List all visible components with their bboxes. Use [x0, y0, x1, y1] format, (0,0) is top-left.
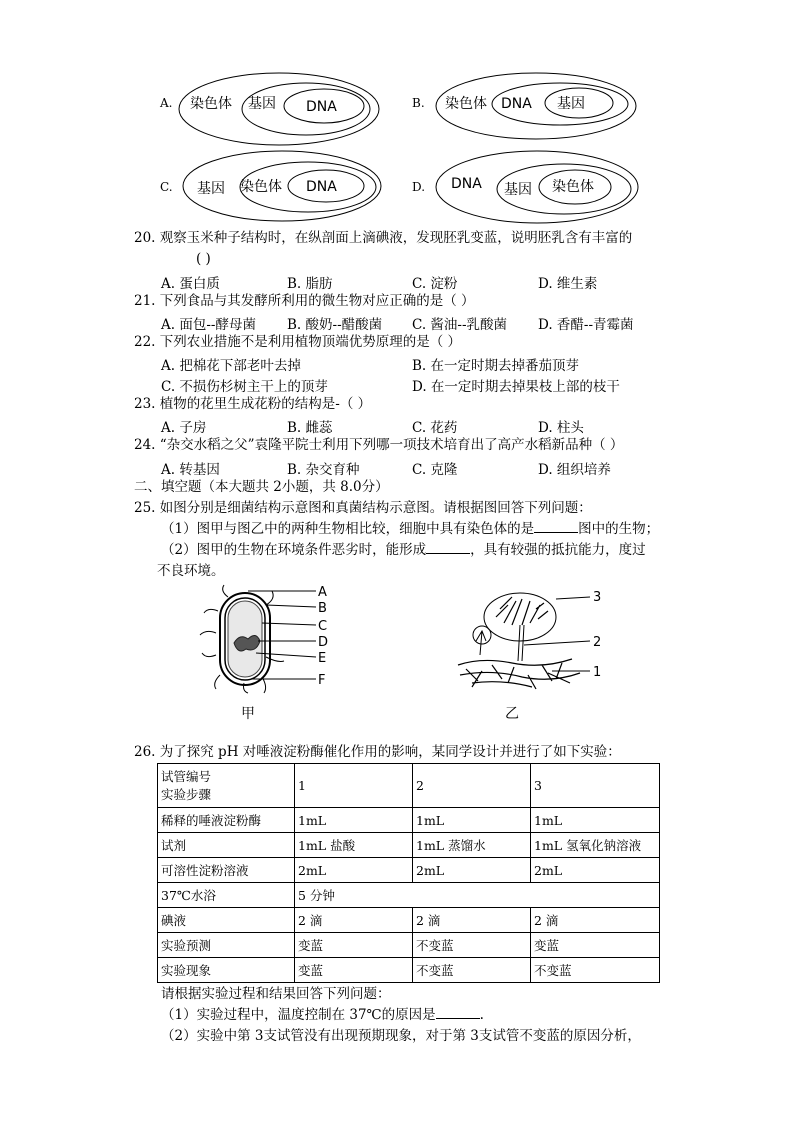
row-cell: 不变蓝	[413, 933, 531, 958]
diagram-d-middle-label: 基因	[504, 182, 532, 198]
bacterium-flagellum	[215, 675, 220, 689]
q20-option-c: C. 淀粉	[412, 276, 458, 292]
table-row	[158, 933, 660, 958]
table-row	[158, 858, 660, 883]
row-step: 可溶性淀粉溶液	[158, 858, 295, 883]
bacterium-flagellum	[204, 609, 218, 613]
diagram-d-outer-label: DNA	[451, 176, 482, 192]
header-tube-3: 3	[531, 764, 660, 808]
q21-option-d: D. 香醋--青霉菌	[538, 317, 634, 333]
row-cell: 1mL 氢氧化钠溶液	[531, 833, 660, 858]
q26-part1-text: （1）实验过程中，温度控制在 37℃的原因是	[161, 1007, 436, 1023]
q25-intro: 25. 如图分别是细菌结构示意图和真菌结构示意图。请根据图回答下列问题：	[134, 500, 592, 516]
table-row	[158, 833, 660, 858]
row-cell: 变蓝	[531, 933, 660, 958]
bacterium-label-f: F	[318, 673, 326, 688]
q24-stem: 24. “杂交水稻之父”袁隆平院士利用下列哪一项技术培育出了高产水稻新品种（ ）	[134, 437, 624, 453]
q20-option-a: A. 蛋白质	[161, 276, 220, 292]
q20-option-d: D. 维生素	[538, 276, 598, 292]
diagram-a-inner-label: DNA	[306, 99, 337, 115]
row-step: 试剂	[158, 833, 295, 858]
q25-part1	[161, 520, 659, 538]
q25-part1-text-b: 图中的生物；	[578, 521, 660, 537]
q26-part2: （2）实验中第 3支试管没有出现预期现象，对于第 3支试管不变蓝的原因分析，	[161, 1028, 641, 1044]
q21-stem: 21. 下列食品与其发酵所利用的微生物对应正确的是（ ）	[134, 293, 475, 309]
diagram-c	[180, 148, 384, 224]
q21-option-a: A. 面包--酵母菌	[161, 317, 256, 333]
q24-option-b: B. 杂交育种	[287, 462, 360, 478]
row-cell: 2 滴	[295, 908, 413, 933]
fungus-hyphae	[458, 659, 580, 689]
table-row	[158, 883, 660, 908]
fungus-line-2	[524, 641, 590, 645]
q23-option-c: C. 花药	[412, 420, 458, 436]
header-tube-1: 1	[295, 764, 413, 808]
caption-yi: 乙	[505, 706, 519, 722]
header-tube-2: 2	[413, 764, 531, 808]
table-row	[158, 808, 660, 833]
q26-answer-blank-1[interactable]	[436, 1006, 480, 1019]
bacterium-flagellum	[266, 591, 273, 605]
q26-intro: 26. 为了探究 pH 对唾液淀粉酶催化作用的影响，某同学设计并进行了如下实验：	[134, 744, 621, 760]
q26-part1	[161, 1006, 484, 1024]
diagram-d	[433, 148, 643, 226]
bacterium-flagellum	[200, 631, 216, 635]
q23-option-d: D. 柱头	[538, 420, 584, 436]
row-cell: 不变蓝	[413, 958, 531, 983]
option-d-letter: D.	[412, 180, 426, 194]
q22-option-a: A. 把棉花下部老叶去掉	[161, 358, 301, 374]
diagram-c-outer-label: 基因	[197, 181, 225, 197]
diagram-a-outer-label: 染色体	[190, 96, 232, 112]
fungus-hypha-upright	[518, 625, 524, 661]
q24-option-d: D. 组织培养	[538, 462, 611, 478]
q24-option-a: A. 转基因	[161, 462, 220, 478]
fungus-line-3	[556, 597, 590, 599]
table-row	[158, 908, 660, 933]
row-cell: 2 滴	[531, 908, 660, 933]
q22-option-b: B. 在一定时期去掉番茄顶芽	[412, 358, 580, 374]
q23-option-b: B. 雌蕊	[287, 420, 333, 436]
row-step: 稀释的唾液淀粉酶	[158, 808, 295, 833]
table-header-corner	[158, 764, 295, 808]
bacterium-diagram	[196, 583, 346, 695]
section-heading: 二、填空题（本大题共 2小题，共 8.0分）	[134, 479, 389, 495]
bacterium-label-e: E	[318, 651, 327, 666]
bacterium-label-c: C	[318, 619, 328, 634]
bacterium-label-d: D	[318, 635, 329, 650]
bacterium-flagellum	[266, 657, 284, 662]
row-cell: 变蓝	[295, 933, 413, 958]
table-row	[158, 958, 660, 983]
q21-option-b: B. 酸奶--醋酸菌	[287, 317, 383, 333]
diagram-b-inner-label: 基因	[557, 96, 585, 112]
q25-part2-text-b: ，具有较强的抵抗能力，度过	[470, 542, 646, 558]
q22-option-d: D. 在一定时期去掉果枝上部的枝干	[412, 379, 620, 395]
fungus-spores	[496, 597, 548, 625]
bacterium-label-b: B	[318, 601, 327, 616]
q21-option-c: C. 酱油--乳酸菌	[412, 317, 508, 333]
q23-stem: 23. 植物的花里生成花粉的结构是-（ ）	[134, 396, 372, 412]
row-cell: 1mL 盐酸	[295, 833, 413, 858]
row-step: 实验预测	[158, 933, 295, 958]
bacterium-flagellum	[202, 653, 216, 657]
fungus-label-2: 2	[593, 635, 602, 650]
fungus-label-3: 3	[593, 590, 602, 605]
diagram-c-middle-label: 染色体	[240, 179, 282, 195]
q22-stem: 22. 下列农业措施不是利用植物顶端优势原理的是（ ）	[134, 334, 462, 350]
q25-answer-blank-2[interactable]	[426, 541, 470, 554]
option-a-letter: A.	[160, 96, 173, 110]
row-cell: 变蓝	[295, 958, 413, 983]
q20-answer-paren: ( )	[196, 251, 211, 267]
diagram-a-middle-label: 基因	[248, 96, 276, 112]
bacterium-flagellum	[223, 585, 228, 597]
fungus-diagram	[452, 583, 612, 695]
row-cell: 2 滴	[413, 908, 531, 933]
option-b-letter: B.	[412, 96, 425, 110]
q20-option-b: B. 脂肪	[287, 276, 333, 292]
q25-part2	[161, 541, 646, 559]
row-cell: 2mL	[531, 858, 660, 883]
row-step: 实验现象	[158, 958, 295, 983]
header-tube-number: 试管编号	[161, 768, 212, 784]
row-cell: 不变蓝	[531, 958, 660, 983]
row-cell: 1mL	[531, 808, 660, 833]
label-line-b	[266, 605, 316, 607]
q26-part1-end: .	[479, 1007, 484, 1023]
row-step: 碘液	[158, 908, 295, 933]
diagram-b	[433, 70, 639, 144]
header-step: 实验步骤	[161, 786, 212, 802]
q22-option-c: C. 不损伤杉树主干上的顶芽	[161, 379, 328, 395]
row-cell-merged: 5 分钟	[295, 883, 660, 908]
diagram-b-middle-label: DNA	[501, 96, 532, 112]
diagram-a	[176, 70, 382, 148]
row-cell: 1mL	[295, 808, 413, 833]
option-c-letter: C.	[160, 180, 173, 194]
fungus-label-1: 1	[593, 665, 602, 680]
row-step: 37℃水浴	[158, 883, 295, 908]
q25-part2-text-a: （2）图甲的生物在环境条件恶劣时，能形成	[161, 542, 427, 558]
q25-part1-text-a: （1）图甲与图乙中的两种生物相比较，细胞中具有染色体的是	[161, 521, 535, 537]
q25-answer-blank-1[interactable]	[534, 520, 578, 533]
diagram-c-inner-label: DNA	[306, 179, 337, 195]
q26-after-table: 请根据实验过程和结果回答下列问题：	[161, 986, 391, 1002]
caption-jia: 甲	[241, 706, 255, 722]
row-cell: 1mL	[413, 808, 531, 833]
table-header-row	[158, 764, 660, 808]
row-cell: 1mL 蒸馏水	[413, 833, 531, 858]
bacterium-label-a: A	[318, 585, 327, 600]
experiment-table	[157, 763, 660, 983]
diagram-d-inner-label: 染色体	[552, 179, 594, 195]
q23-option-a: A. 子房	[161, 420, 207, 436]
diagram-b-outer-label: 染色体	[445, 96, 487, 112]
row-cell: 2mL	[413, 858, 531, 883]
row-cell: 2mL	[295, 858, 413, 883]
q20-stem: 20. 观察玉米种子结构时，在纵剖面上滴碘液，发现胚乳变蓝，说明胚乳含有丰富的	[134, 230, 633, 246]
q24-option-c: C. 克隆	[412, 462, 458, 478]
q25-part2-continued: 不良环境。	[157, 563, 225, 579]
